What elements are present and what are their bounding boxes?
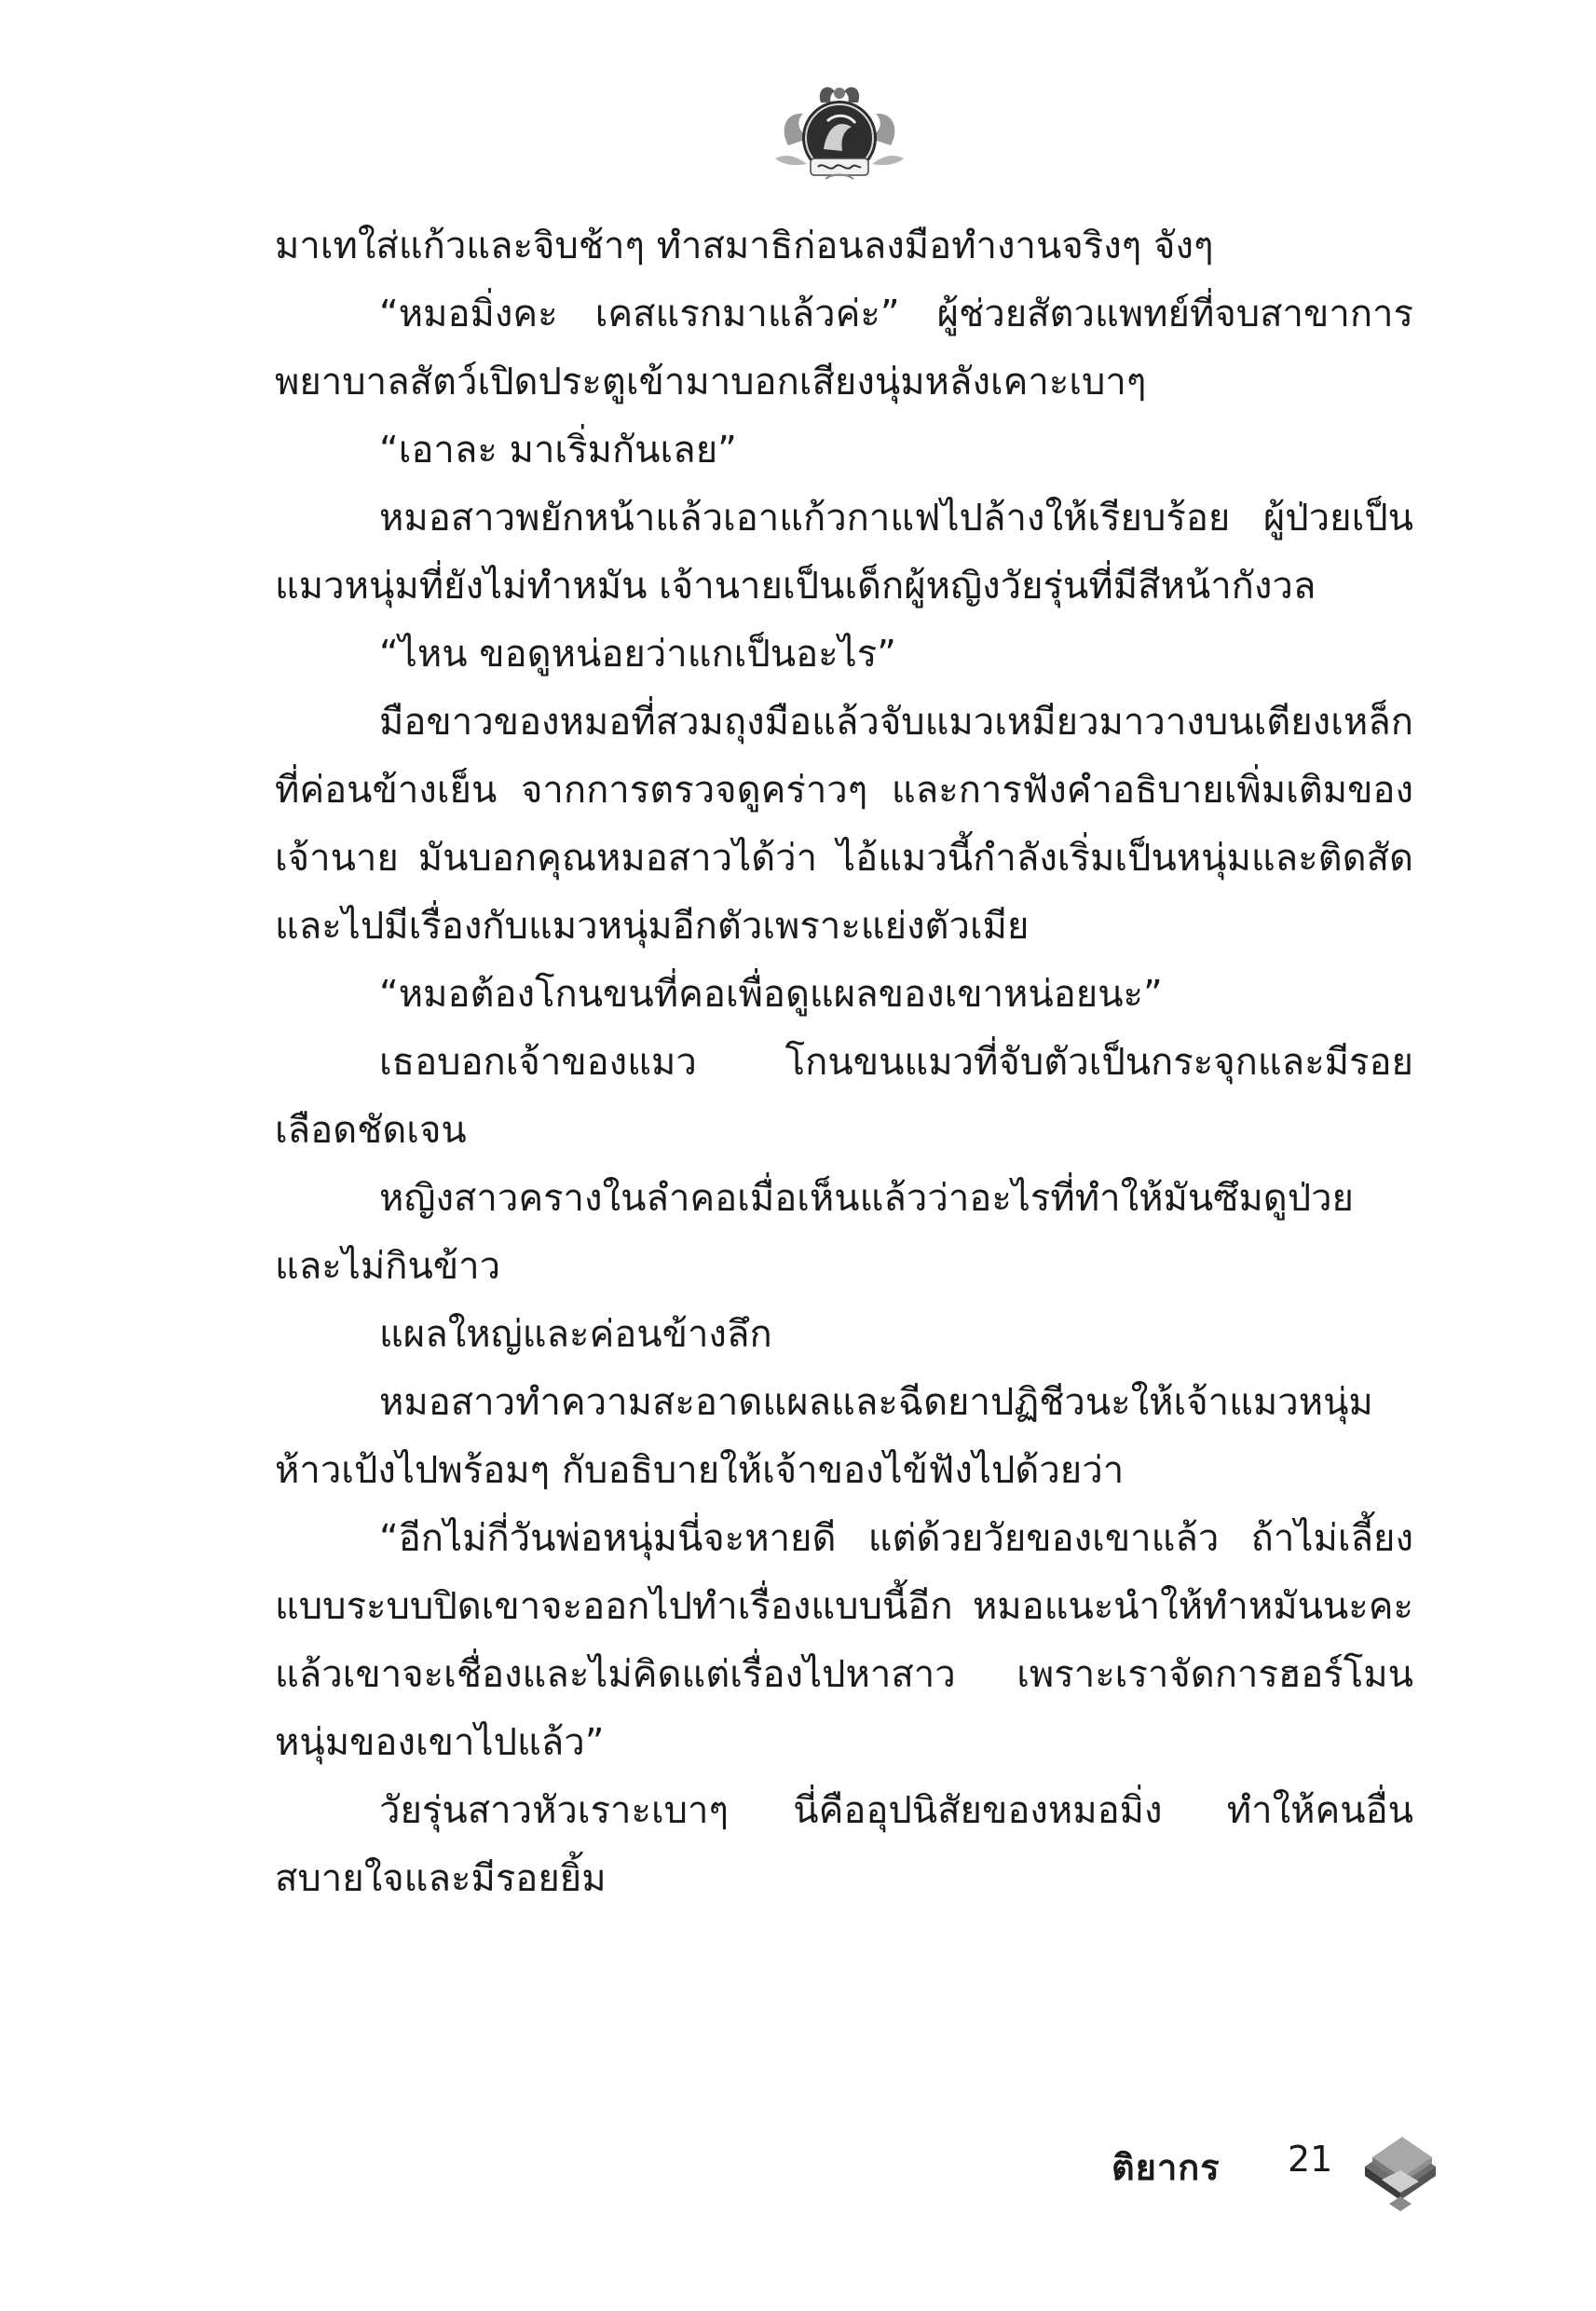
paragraph: หมอสาวทำความสะอาดแผลและฉีดยาปฏิชีวนะให้เจ้าแมวหนุ่มห้าวเป้งไปพร้อมๆ กับอธิบายให้เจ้าของไข้ฟังไปด้วยว่า (275, 1381, 1373, 1492)
paragraph: หญิงสาวครางในลำคอเมื่อเห็นแล้วว่าอะไรที่ทำให้มันซึมดูป่วยและไม่กินข้าว (275, 1177, 1354, 1288)
ornamental-emblem-icon (770, 73, 909, 185)
book-title: ติยากร (1112, 2147, 1221, 2188)
paragraph: หมอสาวพยักหน้าแล้วเอาแก้วกาแฟไปล้างให้เรียบร้อย ผู้ป่วยเป็นแมวหนุ่มที่ยังไม่ทำหมัน เจ้านายเป็นเด็กผู้หญิงวัยรุ่นที่มีสีหน้ากังวล (275, 497, 1413, 608)
body-text (275, 212, 1413, 1913)
paragraph: มือขาวของหมอที่สวมถุงมือแล้วจับแมวเหมียวมาวางบนเตียงเหล็กที่ค่อนข้างเย็น จากการตรวจดูคร่าวๆ และการฟังคำอธิบายเพิ่มเติมของเจ้านาย มันบอกคุณหมอสาวได้ว่า ไอ้แมวนี้กำลังเริ่มเป็นหนุ่มและติดสัด และไปมีเรื่องกับแมวหนุ่มอีกตัวเพราะแย่งตัวเมีย (275, 701, 1413, 948)
page-footer (1104, 2129, 1458, 2232)
paragraph: “หมอมิ่งคะ เคสแรกมาแล้วค่ะ” ผู้ช่วยสัตวแพทย์ที่จบสาขาการพยาบาลสัตว์เปิดประตูเข้ามาบอกเสียงนุ่มหลังเคาะเบาๆ (275, 293, 1413, 403)
paragraph: “เอาละ มาเริ่มกันเลย” (379, 429, 737, 472)
stacked-books-icon (1361, 2129, 1439, 2213)
page-number: 21 (1288, 2139, 1333, 2180)
paragraph: แผลใหญ่และค่อนข้างลึก (379, 1313, 772, 1356)
paragraph: “ไหน ขอดูหน่อยว่าแกเป็นอะไร” (379, 633, 896, 676)
paragraph: เธอบอกเจ้าของแมว โกนขนแมวที่จับตัวเป็นกระจุกและมีรอยเลือดชัดเจน (275, 1041, 1413, 1152)
paragraph: มาเทใส่แก้วและจิบช้าๆ ทำสมาธิก่อนลงมือทำงานจริงๆ จังๆ (275, 225, 1214, 267)
paragraph: “อีกไม่กี่วันพ่อหนุ่มนี่จะหายดี แต่ด้วยวัยของเขาแล้ว ถ้าไม่เลี้ยงแบบระบบปิดเขาจะออกไปทำเรื่องแบบนี้อีก หมอแนะนำให้ทำหมันนะคะ แล้วเขาจะเชื่องและไม่คิดแต่เรื่องไปหาสาว เพราะเราจัดการฮอร์โมนหนุ่มของเขาไปแล้ว” (275, 1517, 1413, 1764)
paragraph: “หมอต้องโกนขนที่คอเพื่อดูแผลของเขาหน่อยนะ” (379, 973, 1163, 1016)
paragraph: วัยรุ่นสาวหัวเราะเบาๆ นี่คืออุปนิสัยของหมอมิ่ง ทำให้คนอื่นสบายใจและมีรอยยิ้ม (275, 1789, 1413, 1900)
